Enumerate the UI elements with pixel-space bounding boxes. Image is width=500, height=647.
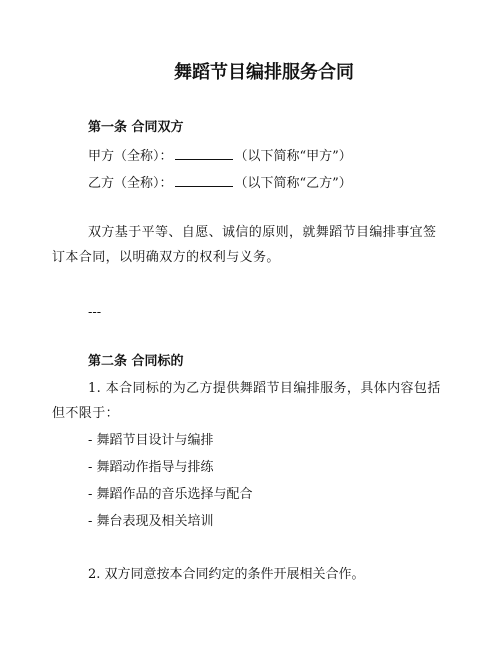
party-a-label: 甲方（全称）： [88, 149, 173, 164]
preamble-paragraph [52, 220, 448, 270]
party-b-note: （以下简称“乙方”） [234, 176, 352, 191]
article1-heading: 第一条 合同双方 [88, 120, 184, 135]
preamble-text: 双方基于平等、自愿、诚信的原则，就舞蹈节目编排事宜签订本合同，以明确双方的权利与义务。 [52, 225, 437, 265]
party-b-label: 乙方（全称）： [88, 176, 173, 191]
clause1-text: 1. 本合同标的为乙方提供舞蹈节目编排服务，具体内容包括但不限于： [52, 381, 441, 421]
party-b-name-blank[interactable] [175, 172, 233, 187]
article2-clause1 [52, 376, 448, 426]
list-item: - 舞蹈节目设计与编排 [88, 433, 214, 448]
article2-clause2: 2. 双方同意按本合同约定的条件开展相关合作。 [88, 567, 365, 582]
list-item: - 舞台表现及相关培训 [88, 514, 214, 529]
party-b-line [88, 172, 352, 194]
list-item: - 舞蹈作品的音乐选择与配合 [88, 487, 253, 502]
party-a-note: （以下简称“甲方”） [234, 149, 352, 164]
article2-heading: 第二条 合同标的 [88, 354, 184, 369]
document-title: 舞蹈节目编排服务合同 [174, 62, 354, 83]
party-a-line [88, 145, 352, 167]
party-a-name-blank[interactable] [175, 145, 233, 160]
section-separator: --- [88, 305, 102, 320]
list-item: - 舞蹈动作指导与排练 [88, 460, 214, 475]
